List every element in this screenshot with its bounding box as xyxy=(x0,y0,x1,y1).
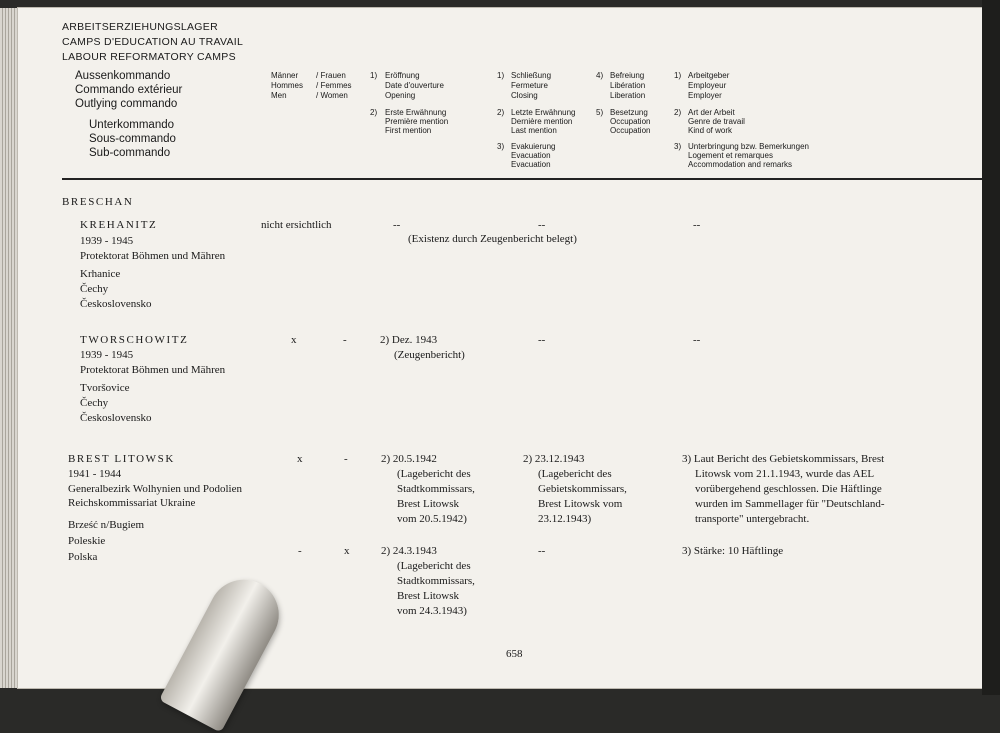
col2-h3-l1: Evakuierung xyxy=(511,142,556,151)
col2-num-2: 2) xyxy=(497,108,505,117)
title-fr: CAMPS D'EDUCATION AU TRAVAIL xyxy=(62,36,244,48)
gender-en-f: / Women xyxy=(316,91,348,100)
page-number: 658 xyxy=(506,648,523,660)
brest-line-2: Generalbezirk Wolhynien und Podolien xyxy=(68,483,242,495)
camp-name-tworschowitz: TWORSCHOWITZ xyxy=(80,334,189,346)
brest-d1-l4: Brest Litowsk xyxy=(397,590,460,602)
brest-col2-l2: (Lagebericht des xyxy=(538,468,612,480)
col3-num-5: 5) xyxy=(596,108,604,117)
col2-num-1: 1) xyxy=(497,71,505,80)
tworschowitz-line-4: Čechy xyxy=(80,397,109,409)
gender-fr: Hommes xyxy=(271,81,304,90)
col1-h1-l3: Opening xyxy=(385,91,416,100)
brest-d1-l5: vom 24.3.1943) xyxy=(397,605,467,617)
brest-col3-l3: vorübergehend geschlossen. Die Häftlinge xyxy=(695,483,882,495)
col3-h2-l1: Besetzung xyxy=(610,108,648,117)
tworschowitz-line-2: Protektorat Böhmen und Mähren xyxy=(80,364,226,376)
col3-num-4: 4) xyxy=(596,71,604,80)
title-en: LABOUR REFORMATORY CAMPS xyxy=(62,51,236,63)
brest-line-4: Brześć n/Bugiem xyxy=(68,519,145,531)
krehanitz-existence-note: (Existenz durch Zeugenbericht belegt) xyxy=(408,233,577,245)
col4-h1-l2: Employeur xyxy=(688,81,727,90)
col1-h2-l3: First mention xyxy=(385,126,432,135)
krehanitz-col3: -- xyxy=(693,219,701,231)
section-title: BRESCHAN xyxy=(62,196,134,208)
unter-fr: Sous-commando xyxy=(89,133,176,145)
brest-d1-l3: Stadtkommissars, xyxy=(397,575,475,587)
brest-col1-l1: 2) 20.5.1942 xyxy=(381,453,437,465)
tworschowitz-col3: -- xyxy=(693,334,701,346)
krehanitz-col1: -- xyxy=(393,219,401,231)
brest-col2-l1: 2) 23.12.1943 xyxy=(523,453,585,465)
brest-col3-l1: 3) Laut Bericht des Gebietskommissars, Brest xyxy=(682,453,885,465)
dark-background-edge xyxy=(982,0,1000,695)
col2-num-3: 3) xyxy=(497,142,505,151)
col3-h1-l1: Befreiung xyxy=(610,71,645,80)
col2-h3-l3: Evacuation xyxy=(511,160,551,169)
aussen-de: Aussenkommando xyxy=(75,70,171,82)
brest-line-3: Reichskommissariat Ukraine xyxy=(68,497,196,509)
book-page xyxy=(18,8,982,688)
brest-d2: -- xyxy=(538,545,546,557)
tworschowitz-col1-l1: 2) Dez. 1943 xyxy=(380,334,438,346)
brest-col3-l2: Litowsk vom 21.1.1943, wurde das AEL xyxy=(695,468,875,480)
title-de: ARBEITSERZIEHUNGSLAGER xyxy=(62,21,218,33)
col2-h2-l2: Dernière mention xyxy=(511,117,573,126)
brest-col3-l5: transporte" untergebracht. xyxy=(695,513,810,525)
brest-d1-l2: (Lagebericht des xyxy=(397,560,471,572)
tworschowitz-men: x xyxy=(291,334,297,346)
col1-h1-l2: Date d'ouverture xyxy=(385,81,444,90)
aussen-en: Outlying commando xyxy=(75,98,178,110)
col2-h2-l3: Last mention xyxy=(511,126,557,135)
brest-line-5: Poleskie xyxy=(68,535,106,547)
krehanitz-line-5: Československo xyxy=(80,298,152,310)
col4-h2-l3: Kind of work xyxy=(688,126,733,135)
col2-h1-l2: Fermeture xyxy=(511,81,548,90)
brest-col2-l4: Brest Litowsk vom xyxy=(538,498,623,510)
unter-en: Sub-commando xyxy=(89,147,171,159)
gender-fr-f: / Femmes xyxy=(316,81,352,90)
col1-h1-l1: Eröffnung xyxy=(385,71,420,80)
brest-d3: 3) Stärke: 10 Häftlinge xyxy=(682,545,784,557)
brest-col2-l3: Gebietskommissars, xyxy=(538,483,627,495)
tworschowitz-line-1: 1939 - 1945 xyxy=(80,349,134,361)
camp-name-krehanitz: KREHANITZ xyxy=(80,219,158,231)
tworschowitz-line-5: Československo xyxy=(80,412,152,424)
col4-num-1: 1) xyxy=(674,71,682,80)
tworschowitz-line-3: Tvoršovice xyxy=(80,382,130,394)
col2-h1-l1: Schließung xyxy=(511,71,552,80)
col3-h2-l2: Occupation xyxy=(610,117,651,126)
col3-h1-l3: Liberation xyxy=(610,91,646,100)
col4-h3-l2: Logement et remarques xyxy=(688,151,773,160)
tworschowitz-col2: -- xyxy=(538,334,546,346)
col4-h2-l2: Genre de travail xyxy=(688,117,745,126)
krehanitz-status: nicht ersichtlich xyxy=(261,219,332,231)
col4-h1-l1: Arbeitgeber xyxy=(688,71,730,80)
brest-line-1: 1941 - 1944 xyxy=(68,468,122,480)
brest-d1-l1: 2) 24.3.1943 xyxy=(381,545,437,557)
tworschowitz-women: - xyxy=(343,334,347,346)
header-rule xyxy=(62,178,982,180)
aussen-fr: Commando extérieur xyxy=(75,84,183,96)
brest-women: - xyxy=(344,453,348,465)
col4-h3-l1: Unterbringung bzw. Bemerkungen xyxy=(688,142,809,151)
brest-col1-l4: Brest Litowsk xyxy=(397,498,460,510)
tworschowitz-col1-l2: (Zeugenbericht) xyxy=(394,349,465,361)
col4-h2-l1: Art der Arbeit xyxy=(688,108,735,117)
brest-men-2: - xyxy=(298,545,302,557)
brest-col1-l2: (Lagebericht des xyxy=(397,468,471,480)
col1-h2-l2: Première mention xyxy=(385,117,449,126)
col1-num-2: 2) xyxy=(370,108,378,117)
camp-name-brest: BREST LITOWSK xyxy=(68,453,175,465)
col1-num-1: 1) xyxy=(370,71,378,80)
brest-women-2: x xyxy=(344,545,350,557)
brest-col1-l3: Stadtkommissars, xyxy=(397,483,475,495)
gender-de-f: / Frauen xyxy=(316,71,346,80)
krehanitz-line-3: Krhanice xyxy=(80,268,121,280)
col2-h1-l3: Closing xyxy=(511,91,538,100)
krehanitz-col2: -- xyxy=(538,219,546,231)
brest-line-6: Polska xyxy=(68,551,98,563)
krehanitz-line-1: 1939 - 1945 xyxy=(80,235,134,247)
krehanitz-line-4: Čechy xyxy=(80,283,109,295)
gender-de: Männer xyxy=(271,71,299,80)
krehanitz-line-2: Protektorat Böhmen und Mähren xyxy=(80,250,226,262)
brest-col2-l5: 23.12.1943) xyxy=(538,513,592,525)
col4-h1-l3: Employer xyxy=(688,91,722,100)
col2-h3-l2: Evacuation xyxy=(511,151,551,160)
col3-h1-l2: Libération xyxy=(610,81,646,90)
brest-men: x xyxy=(297,453,303,465)
col4-num-3: 3) xyxy=(674,142,682,151)
col2-h2-l1: Letzte Erwähnung xyxy=(511,108,576,117)
brest-col3-l4: wurden im Sammellager für "Deutschland- xyxy=(695,498,885,510)
gender-en: Men xyxy=(271,91,287,100)
col4-num-2: 2) xyxy=(674,108,682,117)
unter-de: Unterkommando xyxy=(89,119,175,131)
col4-h3-l3: Accommodation and remarks xyxy=(688,160,793,169)
col3-h2-l3: Occupation xyxy=(610,126,651,135)
col1-h2-l1: Erste Erwähnung xyxy=(385,108,447,117)
brest-col1-l5: vom 20.5.1942) xyxy=(397,513,467,525)
